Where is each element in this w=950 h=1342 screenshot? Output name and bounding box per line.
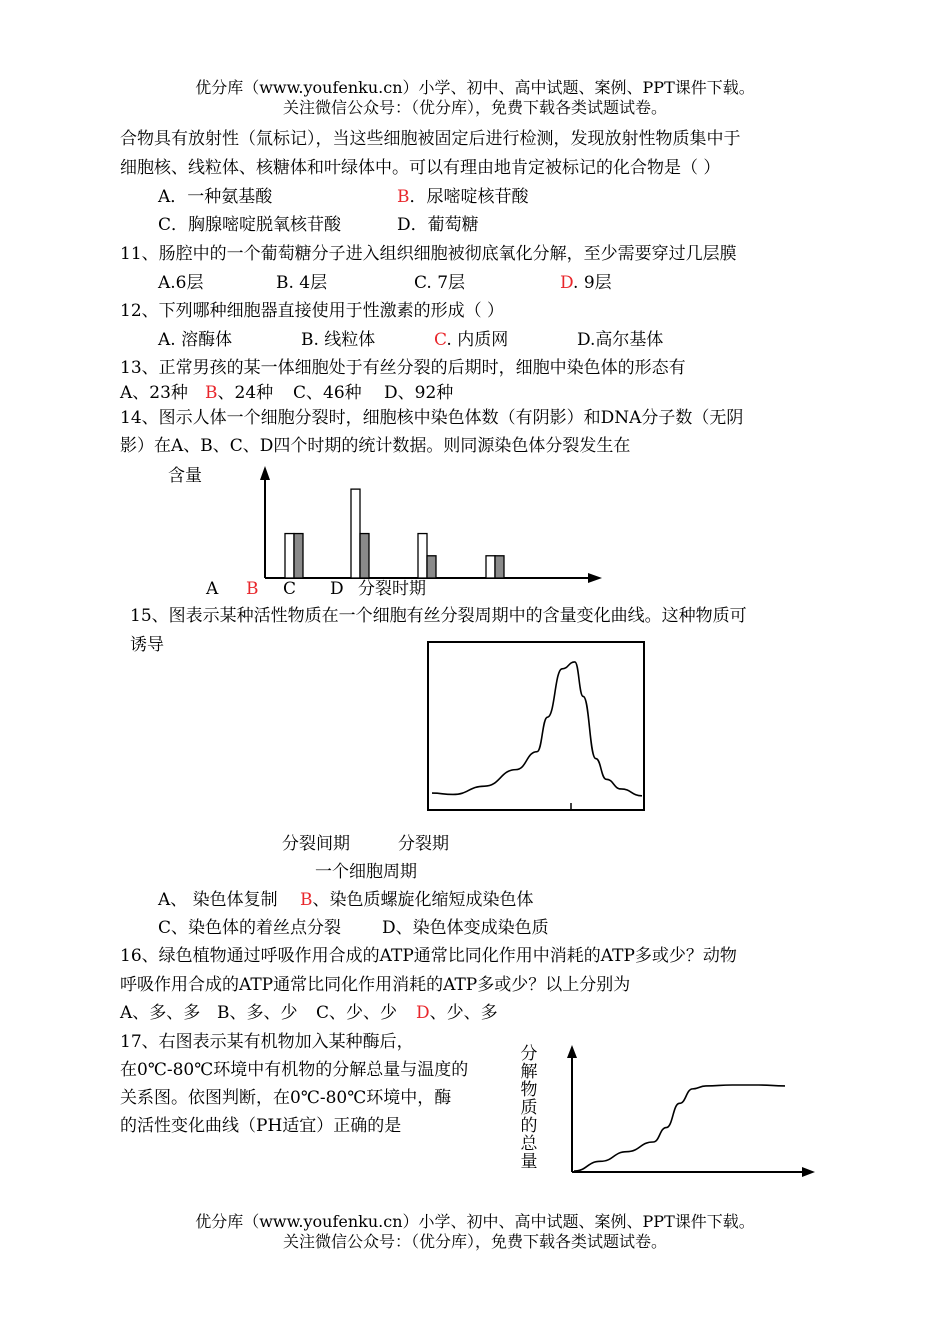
q15-option-d: D、染色体变成染色质 [382,918,549,938]
answer-letter: B [300,890,313,910]
q10-line-2: 细胞核、线粒体、核糖体和叶绿体中。可以有理由地肯定被标记的化合物是（ ） [120,158,721,178]
q15-option-b-text: 、染色质螺旋化缩短成染色体 [312,890,534,910]
q15-label-division: 分裂期 [398,834,449,854]
q13-option-a: A、23种 [120,383,188,403]
q14-y-label: 含量 [168,466,202,486]
q16-option-c: C、少、少 [316,1003,398,1023]
q11-option-d-text: . 9层 [573,273,612,293]
q15-label-cycle: 一个细胞周期 [315,862,417,882]
q11-option-c: C. 7层 [414,273,466,293]
q17-y-label-char: 量 [520,1152,538,1172]
q17-y-label-char: 物 [520,1080,538,1100]
q14-category-b: B [246,579,259,599]
answer-letter: D [416,1003,430,1023]
q12-option-d: D.高尔基体 [577,330,664,350]
q15-option-c: C、染色体的着丝点分裂 [158,918,342,938]
q14-category-a: A [206,579,219,599]
q10-option-d: D．葡萄糖 [397,215,479,235]
q12-option-b: B. 线粒体 [301,330,376,350]
q17-y-label-char: 分 [520,1044,538,1064]
footer-line-1: 优分库（www.youfenku.cn）小学、初中、高中试题、案例、PPT课件下载。 [195,1212,755,1231]
q17-line-1: 17、右图表示某有机物加入某种酶后， [120,1032,414,1052]
footer-line-2: 关注微信公众号：（优分库），免费下载各类试题试卷。 [282,1232,667,1251]
enzyme-chart-x-arrow [802,1167,815,1177]
q15-label-interphase: 分裂间期 [282,834,350,854]
q12-option-a: A. 溶酶体 [158,330,233,350]
header-line-1: 优分库（www.youfenku.cn）小学、初中、高中试题、案例、PPT课件下载。 [195,78,755,97]
answer-letter: D [560,273,574,293]
enzyme-chart-y-arrow [567,1045,577,1058]
answer-letter: C [434,330,447,350]
q11-stem: 11、肠腔中的一个葡萄糖分子进入组织细胞被彻底氧化分解，至少需要穿过几层膜 [120,244,737,264]
answer-letter: B [205,383,218,403]
q12-option-c-text: . 内质网 [446,330,509,350]
q16-option-d-text: 、少、多 [429,1003,498,1023]
q10-option-a: A．一种氨基酸 [158,187,273,207]
q17-line-3: 关系图。依图判断，在0℃-80℃环境中，酶 [120,1088,452,1108]
header-line-2: 关注微信公众号：（优分库），免费下载各类试题试卷。 [282,98,667,117]
q17-y-label-char: 总 [520,1134,538,1154]
q15-option-a: A、 染色体复制 [158,890,278,910]
q17-y-label-char: 解 [520,1062,538,1082]
q16-line-1: 16、绿色植物通过呼吸作用合成的ATP通常比同化作用中消耗的ATP多或少？动物 [120,946,737,966]
q13-option-d: D、92种 [384,383,454,403]
q13-stem: 13、正常男孩的某一体细胞处于有丝分裂的后期时，细胞中染色体的形态有 [120,358,686,378]
q17-y-label-char: 的 [520,1116,538,1136]
answer-letter: B [397,187,410,207]
q16-line-2: 呼吸作用合成的ATP通常比同化作用消耗的ATP多或少？以上分别为 [120,975,631,995]
q11-option-b: B. 4层 [276,273,328,293]
q12-stem: 12、下列哪种细胞器直接使用于性激素的形成（ ） [120,301,505,321]
q10-option-b-text: ．尿嘧啶核苷酸 [409,187,529,207]
q17-line-2: 在0℃-80℃环境中有机物的分解总量与温度的 [120,1060,469,1080]
q15-line-1: 15、图表示某种活性物质在一个细胞有丝分裂周期中的含量变化曲线。这种物质可 [130,606,747,626]
enzyme-chart-line [574,1085,785,1171]
q13-option-c: C、46种 [293,383,362,403]
q10-line-1: 合物具有放射性（氚标记），当这些细胞被固定后进行检测，发现放射性物质集中于 [120,129,741,149]
q13-option-b-text: 、24种 [217,383,274,403]
q11-option-a: A.6层 [158,273,204,293]
q14-category-c: C [283,579,297,599]
q14-category-d: D [330,579,344,599]
q10-option-c: C．胸腺嘧啶脱氧核苷酸 [158,215,342,235]
q17-y-label-char: 质 [520,1098,538,1118]
q14-line-2: 影）在A、B、C、D四个时期的统计数据。则同源染色体分裂发生在 [120,436,631,456]
q16-option-a: A、多、多 [120,1003,201,1023]
q15-line-2: 诱导 [130,635,164,655]
q14-x-label: 分裂时期 [358,579,426,599]
q17-line-4: 的活性变化曲线（PH适宜）正确的是 [120,1116,402,1136]
q14-line-1: 14、图示人体一个细胞分裂时，细胞核中染色体数（有阴影）和DNA分子数（无阴 [120,408,744,428]
q16-option-b: B、多、少 [217,1003,298,1023]
